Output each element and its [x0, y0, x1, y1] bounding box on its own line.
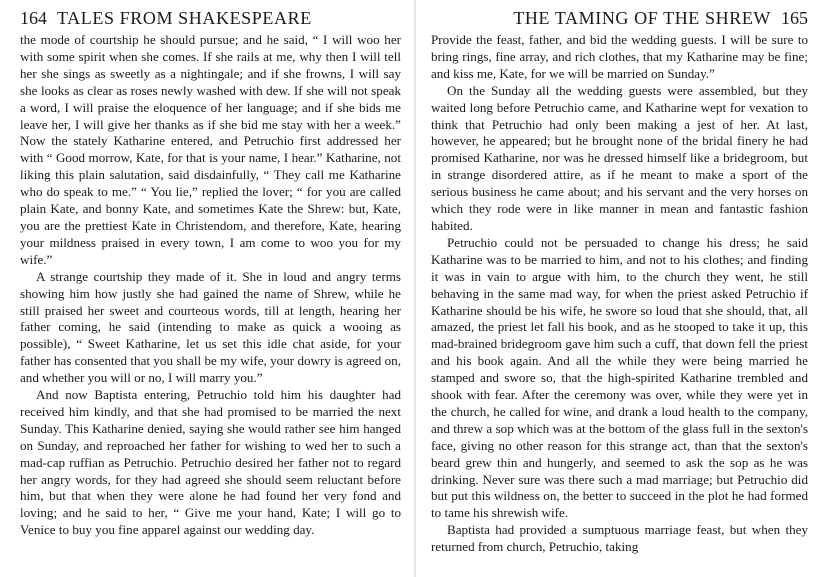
- paragraph: A strange courtship they made of it. She in loud and angry terms showing him how justly she had gained the name of Shrew, while he still praised her sweet and courteous words, till at length, hearing her father coming, he said (intending to make as quick a wooing as possible), “ Sweet Katharine, let us set this idle chat aside, for your father has consented that you shall be my wife, your dowry is agreed on, and whether you will or no, I will marry you.”: [20, 268, 401, 386]
- paragraph: And now Baptista entering, Petruchio told him his daughter had received him kindly, and that she had promised to be married the next Sunday. This Katharine denied, saying she would rather see him hanged on Sunday, and reproached her father for wishing to wed her to such a mad-cap ruffian as Petruchio. Petruchio desired her father not to regard her angry words, for they had agreed she should seem reluctant before him, but that when they were alone he had found her very fond and loving; and he said to her, “ Give me your hand, Kate; I will go to Venice to buy you fine apparel against our wedding day.: [20, 387, 401, 538]
- right-page: [415, 0, 830, 577]
- paragraph: Baptista had provided a sumptuous marriage feast, but when they returned from church, Petruchio, taking: [431, 522, 808, 555]
- right-page-text: [431, 32, 808, 556]
- page-number: 165: [781, 8, 808, 28]
- page-number: 164: [20, 8, 47, 28]
- paragraph: On the Sunday all the wedding guests were assembled, but they waited long before Petruchio came, and Katharine wept for vexation to think that Petruchio had only been making a jest of her. At last, however, he appeared; but he brought none of the bridal finery he had promised Katharine, nor was he dressed himself like a bridegroom, but in strange disordered attire, as if he meant to make a sport of the serious business he came about; and his servant and the very horses on which they rode were in like manner in mean and fantastic fashion habited.: [431, 82, 808, 233]
- right-page-header: [431, 0, 808, 32]
- paragraph: the mode of courtship he should pursue; and he said, “ I will woo her with some spirit when she comes. If she rails at me, why then I will tell her she sings as sweetly as a nightingale; and if she frowns, I will say she looks as clear as roses newly washed with dew. If she will not speak a word, I will praise the eloquence of her language; and if she bids me leave her, I will give her thanks as if she bid me stay with her a week.” Now the stately Katharine entered, and Petruchio first addressed her with “ Good morrow, Kate, for that is your name, I hear.” Katharine, not liking this plain salutation, said disdainfully, “ They call me Katharine who do speak to me.” “ You lie,” replied the lover; “ for you are called plain Kate, and bonny Kate, and sometimes Kate the Shrew: but, Kate, you are the prettiest Kate in Christendom, and therefore, Kate, hearing your mildness praised in every town, I am come to woo you for my wife.”: [20, 32, 401, 267]
- paragraph: Provide the feast, father, and bid the wedding guests. I will be sure to bring rings, fine array, and rich clothes, that my Katharine may be fine; and kiss me, Kate, for we will be married on Sunday.”: [431, 32, 808, 81]
- running-head: TALES FROM SHAKESPEARE: [57, 8, 312, 28]
- running-head: THE TAMING OF THE SHREW: [513, 8, 771, 28]
- left-page-header: [20, 0, 401, 32]
- paragraph: Petruchio could not be persuaded to change his dress; he said Katharine was to be married to him, and not to his clothes; and finding it was in vain to argue with him, to the church they went, he still behaving in the same mad way, for when the priest asked Petruchio if Katharine should be his wife, he swore so loud that she should, that, all amazed, the priest let fall his book, and as he stooped to take it up, this mad-brained bridegroom gave him such a cuff, that down fell the priest and his book again. And all the while they were being married he stamped and swore so, that the high-spirited Katharine trembled and shook with fear. After the ceremony was over, while they were yet in the church, he called for wine, and drank a loud health to the company, and threw a sop which was at the bottom of the glass full in the sexton's face, giving no other reason for this strange act, than that the sexton's beard grew thin and hungerly, and seemed to ask the sop as he was drinking. Never sure was there such a mad marriage; but Petruchio did but put this wildness on, the better to succeed in the plot he had formed to tame his shrewish wife.: [431, 234, 808, 521]
- left-page-text: [20, 32, 401, 539]
